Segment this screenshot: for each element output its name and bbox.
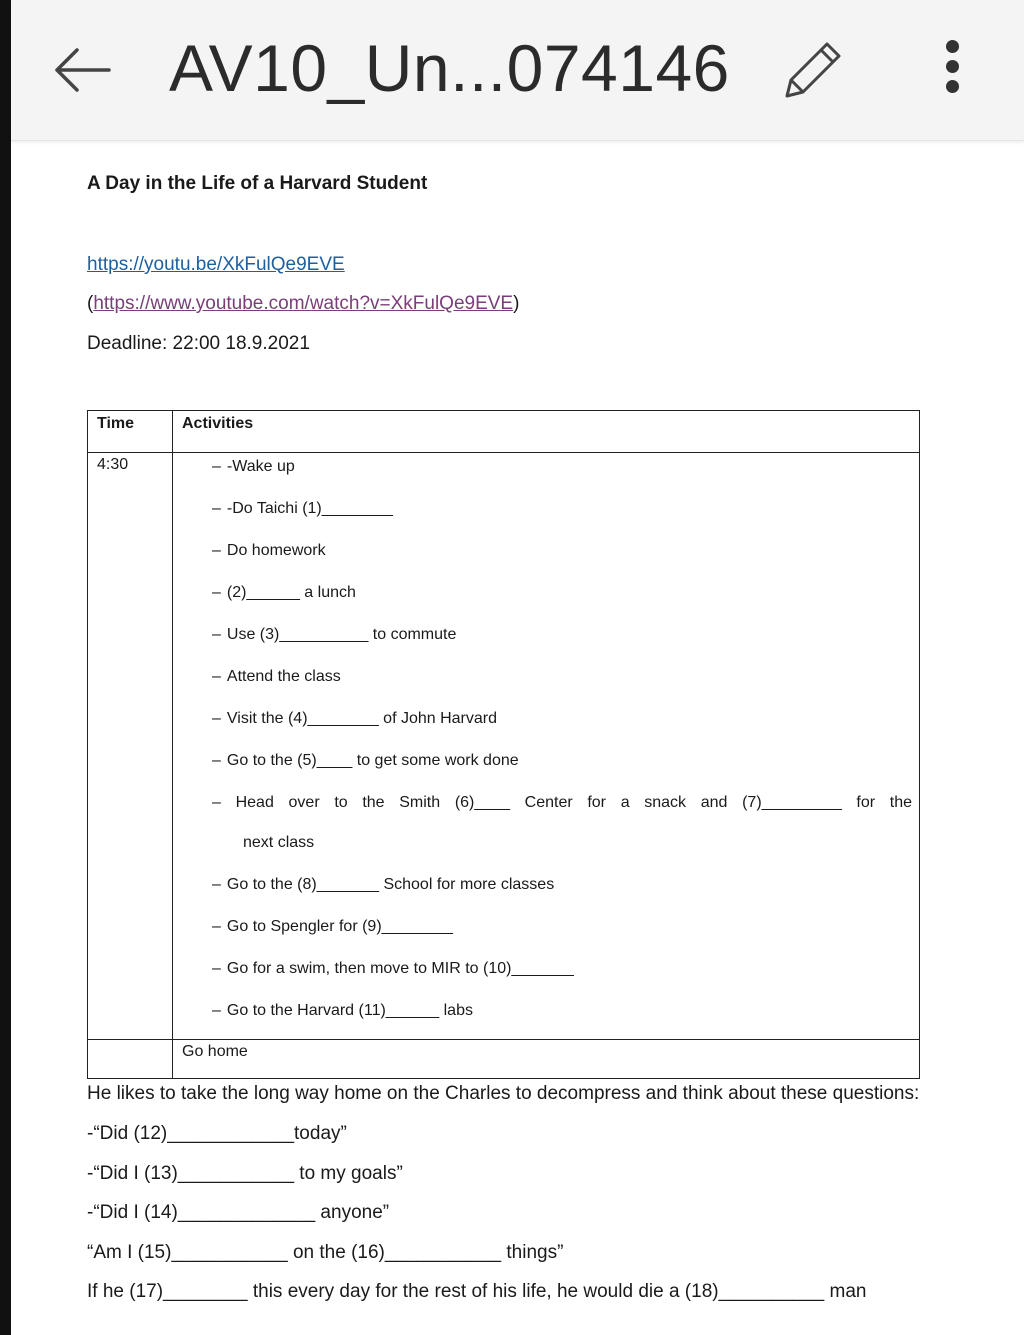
activity-item: – Visit the (4)________ of John Harvard: [212, 710, 497, 727]
question-line: -“Did (12)____________today”: [87, 1123, 347, 1144]
arrow-left-icon: [51, 38, 115, 102]
deadline-text: Deadline: 22:00 18.9.2021: [87, 333, 310, 354]
youtube-long-link[interactable]: https://www.youtube.com/watch?v=XkFulQe9EVE: [93, 293, 514, 314]
activity-item: – Do homework: [212, 542, 326, 559]
go-home-cell: Go home: [182, 1043, 248, 1060]
back-button[interactable]: [51, 38, 115, 102]
activities-table: [87, 410, 920, 1079]
pencil-icon: [779, 36, 847, 104]
question-line: -“Did I (14)_____________ anyone”: [87, 1202, 390, 1223]
activity-item: – -Do Taichi (1)________: [212, 500, 393, 517]
youtube-long-link-line: (https://www.youtube.com/watch?v=XkFulQe9EVE): [87, 293, 520, 314]
youtube-short-link[interactable]: https://youtu.be/XkFulQe9EVE: [87, 254, 345, 275]
document-heading: A Day in the Life of a Harvard Student: [87, 173, 428, 194]
app-bar: [11, 0, 1024, 141]
edit-button[interactable]: [779, 36, 847, 104]
time-cell: 4:30: [97, 456, 129, 473]
activity-item: – Use (3)__________ to commute: [212, 626, 457, 643]
table-header-time: Time: [97, 415, 135, 432]
activity-item: – Head over to the Smith (6)____ Center for a snack and (7)_________ for the: [212, 794, 913, 811]
activity-item-continuation: next class: [243, 834, 315, 851]
question-line: “Am I (15)___________ on the (16)___________ things”: [87, 1242, 564, 1263]
document-title: AV10_Un...074146: [169, 31, 730, 105]
activity-item: – -Wake up: [212, 458, 295, 475]
question-line: -“Did I (13)___________ to my goals”: [87, 1163, 403, 1184]
left-edge: [0, 0, 11, 1335]
activity-item: – (2)______ a lunch: [212, 584, 356, 601]
more-vertical-icon: [946, 40, 959, 53]
table-header-activities: Activities: [182, 415, 254, 432]
activity-item: – Go to the (8)_______ School for more classes: [212, 876, 555, 893]
activity-item: – Go for a swim, then move to MIR to (10)_______: [212, 960, 574, 977]
activity-item: – Go to Spengler for (9)________: [212, 918, 453, 935]
more-options-button[interactable]: [937, 40, 967, 104]
paragraph: He likes to take the long way home on the Charles to decompress and think about these questions:: [87, 1083, 920, 1104]
activity-item: – Go to the (5)____ to get some work done: [212, 752, 519, 769]
activity-item: – Go to the Harvard (11)______ labs: [212, 1002, 473, 1019]
question-line: If he (17)________ this every day for the rest of his life, he would die a (18)__________ man: [87, 1281, 867, 1302]
activity-item: – Attend the class: [212, 668, 341, 685]
